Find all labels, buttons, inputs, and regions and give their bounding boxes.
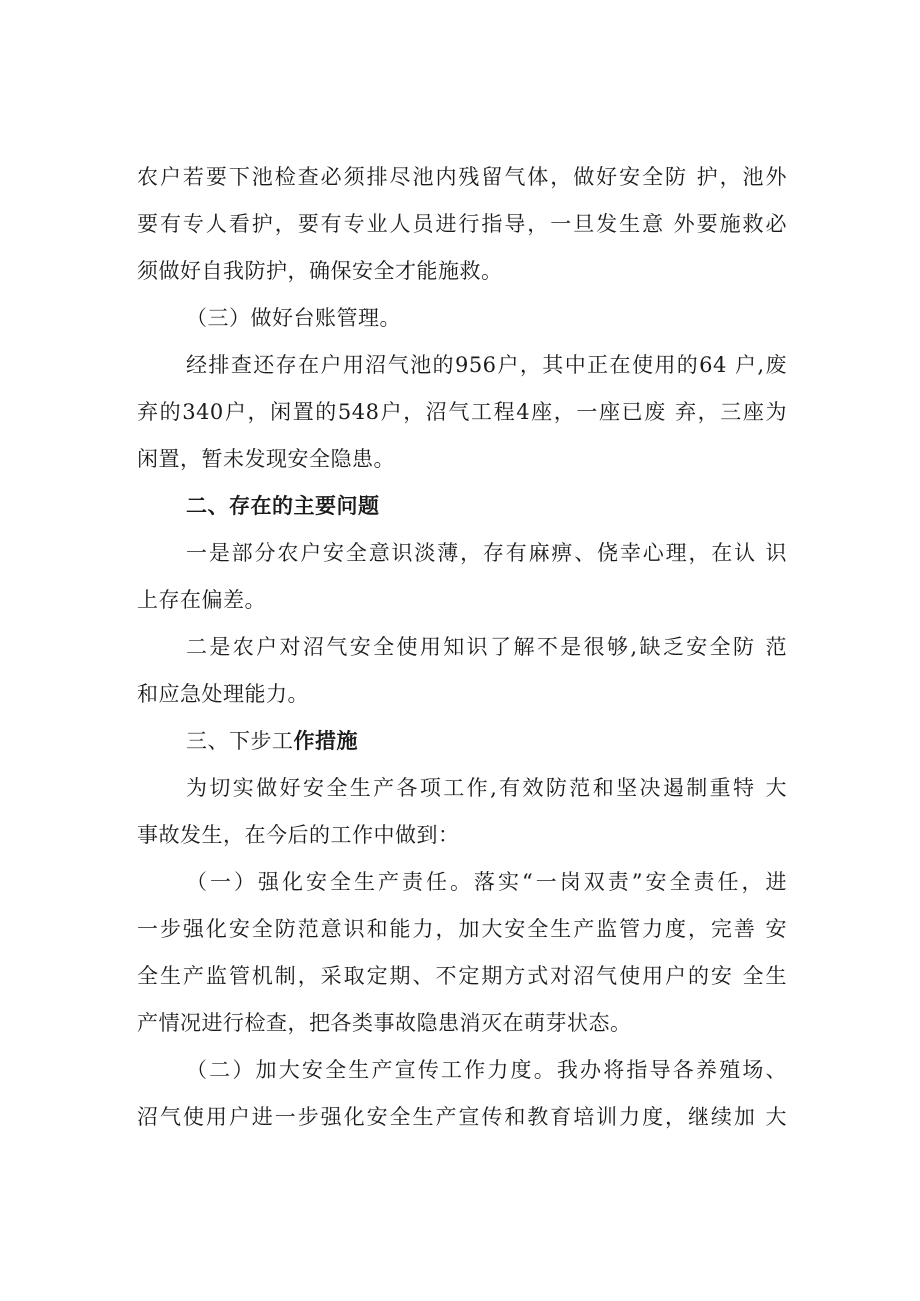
paragraph-line: 上存在偏差。 — [137, 588, 266, 612]
paragraph-line: 事故发生，在今后的工作中做到： — [137, 823, 460, 847]
paragraph-line: 一步强化安全防范意识和能力，加大安全生产监管力度，完善 安 — [137, 917, 787, 941]
paragraph-line: 弃的340户，闲置的548户，沼气工程4座，一座已废 弃，三座为 — [137, 400, 787, 424]
paragraph-line: 沼气使用户进一步强化安全生产宣传和教育培训力度，继续加 大 — [137, 1105, 787, 1129]
paragraph-line: 要有专人看护，要有专业人员进行指导，一旦发生意 外要施救必 — [137, 212, 787, 236]
paragraph-line: 和应急处理能力。 — [137, 682, 309, 706]
paragraph-line: 经排查还存在户用沼气池的956户，其中正在使用的64 户,废 — [186, 353, 787, 377]
paragraph-line: 全生产监管机制，采取定期、不定期方式对沼气使用户的安 全生 — [137, 964, 787, 988]
section-heading: 二、存在的主要问题 — [186, 494, 380, 518]
paragraph-line: 闲置，暂未发现安全隐患。 — [137, 447, 395, 471]
paragraph-line: 农户若要下池检查必须排尽池内残留气体，做好安全防 护，池外 — [137, 165, 787, 189]
paragraph-line: 产情况进行检查，把各类事故隐患消灭在萌芽状态。 — [137, 1011, 632, 1035]
heading-regular-part: 三、下步工 — [186, 729, 294, 753]
paragraph-line: 二是农户对沼气安全使用知识了解不是很够,缺乏安全防 范 — [186, 635, 787, 659]
section-subheading: （三）做好台账管理。 — [186, 306, 401, 330]
paragraph-line: （二）加大安全生产宣传工作力度。我办将指导各养殖场、 — [186, 1058, 787, 1082]
paragraph-line: 一是部分农户安全意识淡薄，存有麻痹、侥幸心理，在认 识 — [186, 541, 787, 565]
paragraph-line: （一）强化安全生产责任。落实“一岗双责”安全责任，进 — [186, 870, 787, 894]
paragraph-line: 须做好自我防护，确保安全才能施救。 — [137, 259, 503, 283]
section-heading — [186, 726, 836, 756]
heading-bold-part: 作措施 — [293, 729, 358, 753]
paragraph-line: 为切实做好安全生产各项工作,有效防范和坚决遏制重特 大 — [186, 776, 787, 800]
